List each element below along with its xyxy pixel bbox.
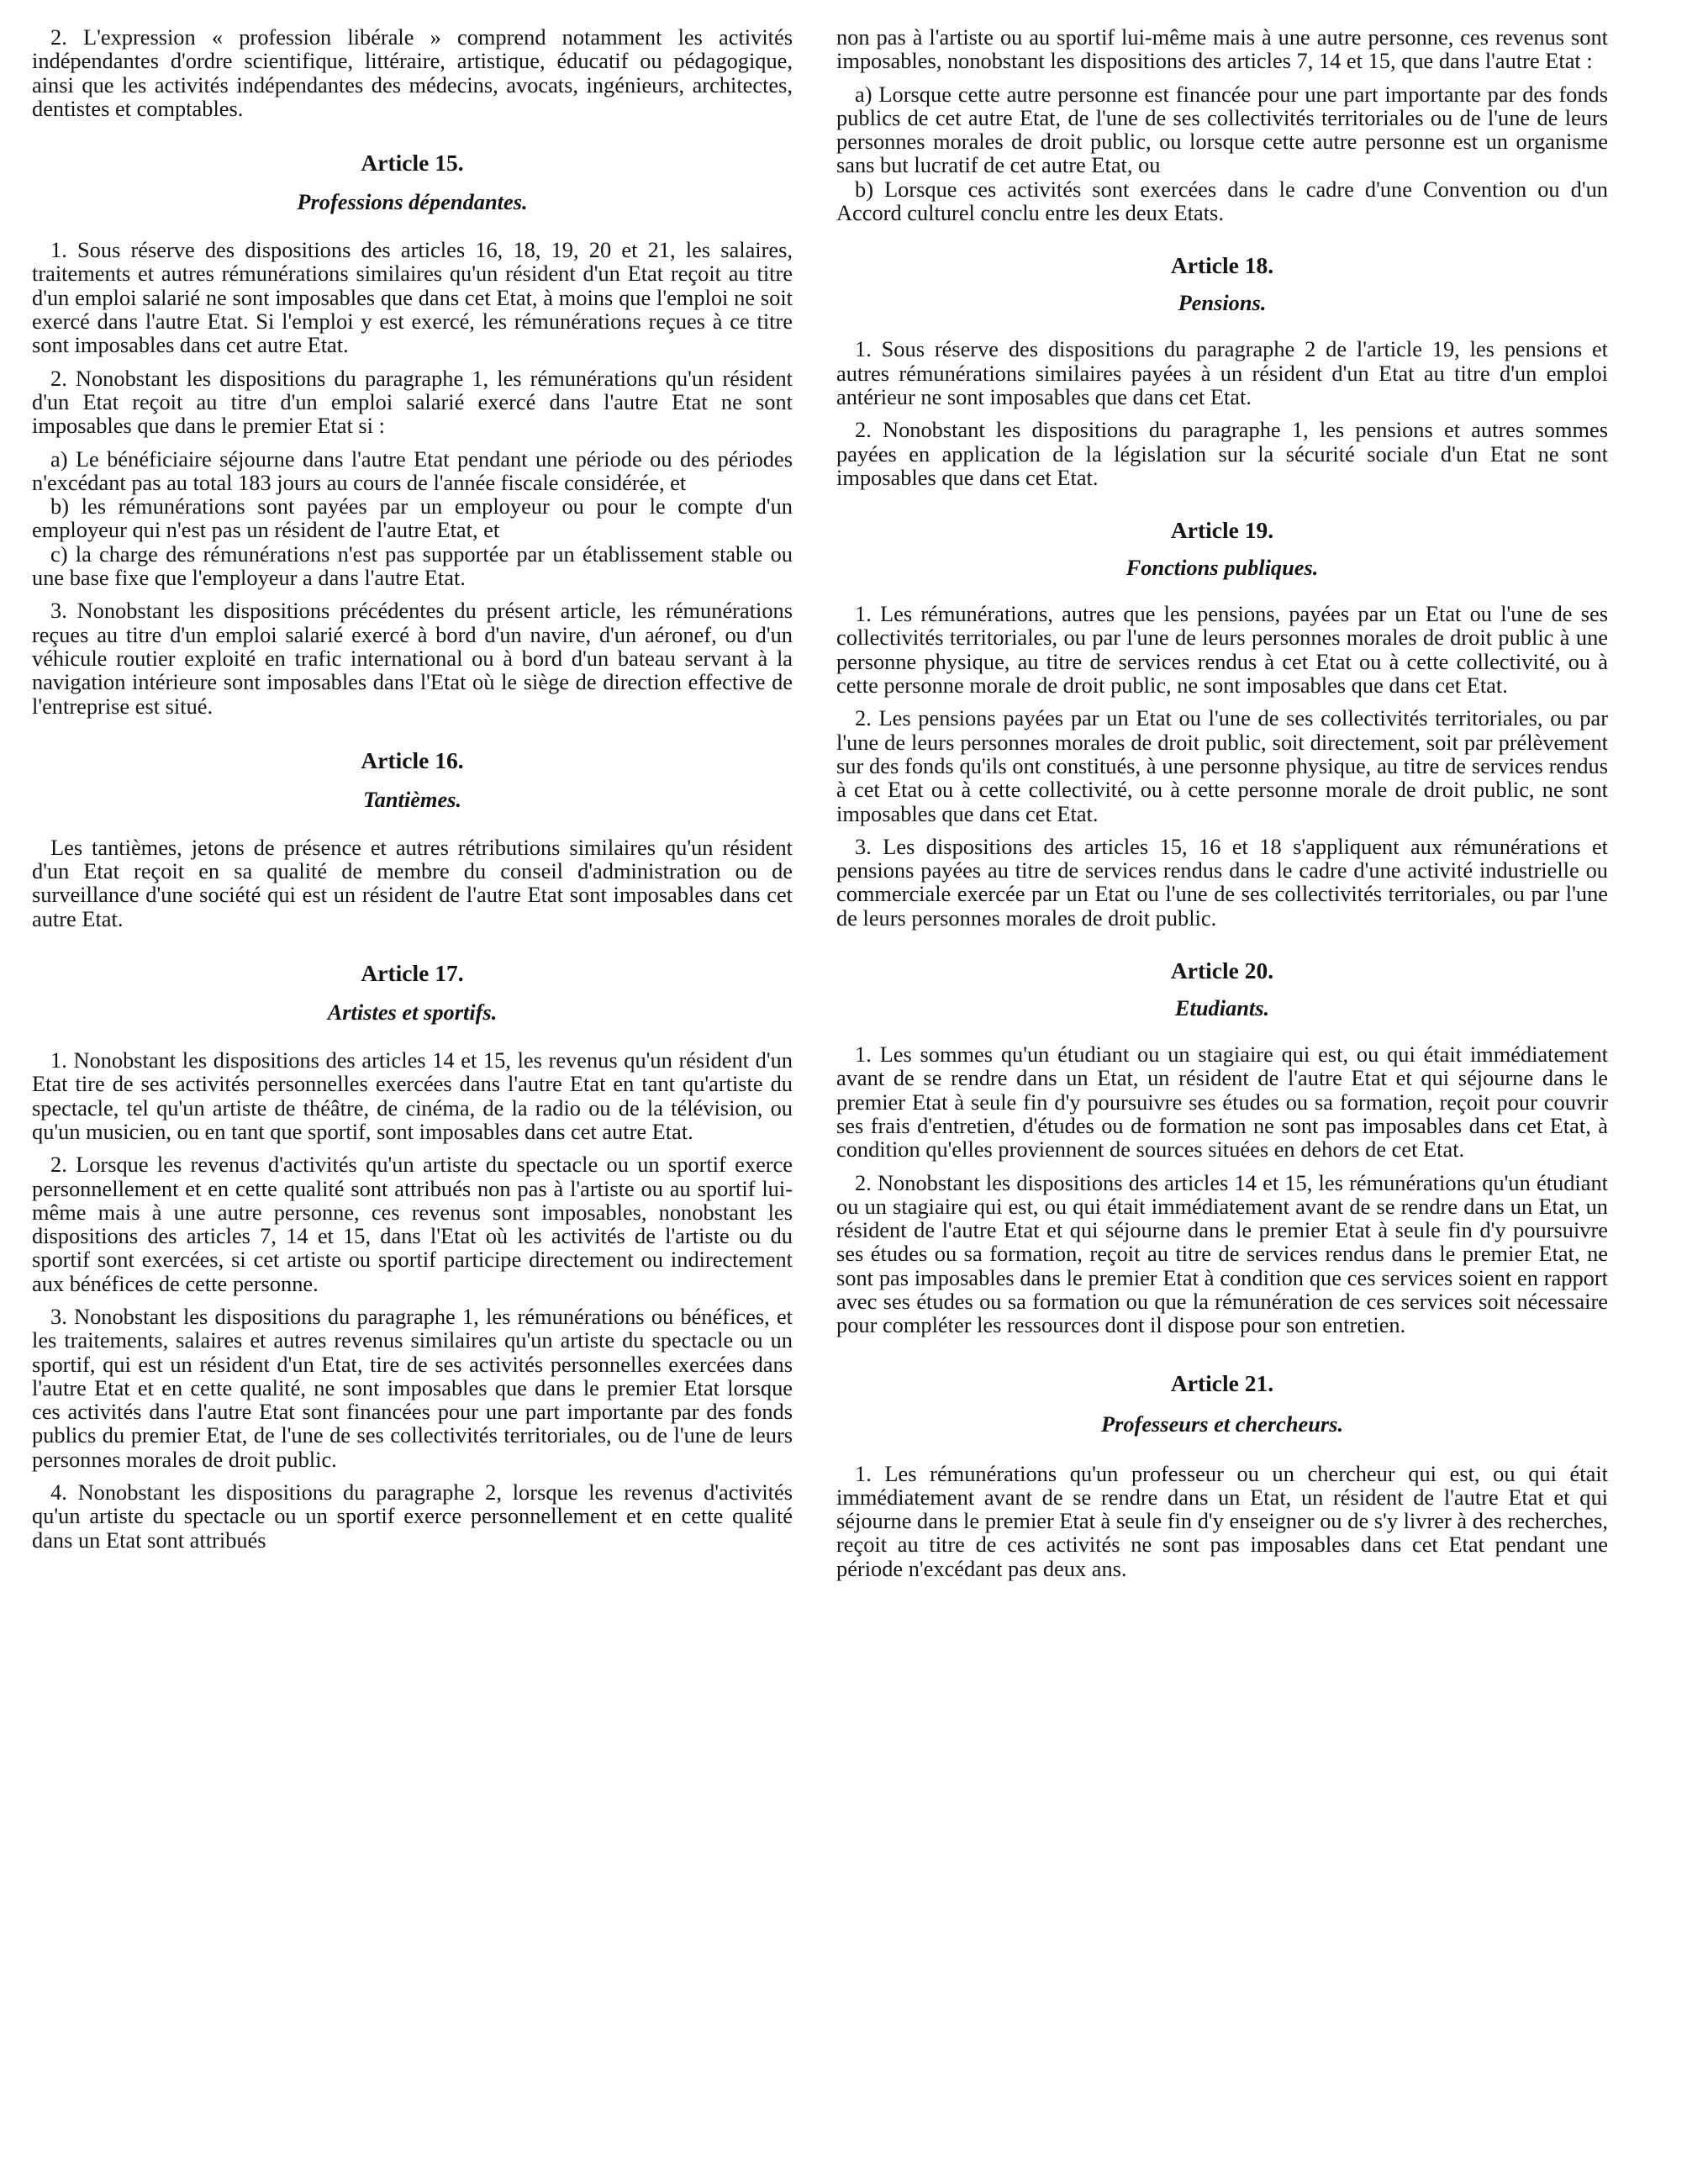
subheading-professeurs-et-chercheurs: Professeurs et chercheurs. (1100, 1411, 1344, 1437)
heading-article-20: Article 20. (1170, 957, 1274, 984)
heading-article-18: Article 18. (1170, 252, 1274, 279)
paragraph: 1. Sous réserve des dispositions des articles 16, 18, 19, 20 et 21, les salaires, traitements et autres rémunérations similaires qu'un résident d'un Etat reçoit au titre d'un emploi salarié ne sont imposables que dans cet Etat, à moins que l'emploi ne soit exercé dans l'autre Etat. Si l'emploi y est exercé, les rémunérations reçues à ce titre sont imposables dans cet autre Etat. (32, 237, 793, 358)
subheading-professions-dependantes: Professions dépendantes. (297, 189, 528, 215)
paragraph: 3. Nonobstant les dispositions du paragraphe 1, les rémunérations ou bénéfices, et les traitements, salaires et autres revenus similaires qu'un artiste du spectacle ou un sportif, qui est un résident d'un Etat, tire de ses activités personnelles exercées dans l'autre Etat et en cette qualité, ne sont imposables que dans le premier Etat lorsque ces activités dans l'autre Etat sont financées pour une part importante par des fonds publics du premier Etat, de l'une de ses collectivités territoriales, ou de l'une de leurs personnes morales de droit public. (32, 1303, 793, 1472)
paragraph: 3. Les dispositions des articles 15, 16 et 18 s'appliquent aux rémunérations et pensions payées au titre de services rendus dans le cadre d'une activité industrielle ou commerciale exercée par un Etat ou l'une de ses collectivités territoriales, ou par l'une de leurs personnes morales de droit public. (836, 833, 1608, 931)
heading-article-19: Article 19. (1170, 517, 1274, 544)
subheading-etudiants: Etudiants. (1174, 995, 1270, 1021)
paragraph: a) Le bénéficiaire séjourne dans l'autre Etat pendant une période ou des périodes n'excédant pas au total 183 jours au cours de l'année fiscale considérée, et (32, 446, 793, 495)
paragraph: non pas à l'artiste ou au sportif lui-même mais à une autre personne, ces revenus sont imposables, nonobstant les dispositions des articles 7, 14 et 15, que dans l'autre Etat : (836, 24, 1608, 74)
subheading-artistes-et-sportifs: Artistes et sportifs. (327, 999, 498, 1026)
paragraph: 2. Nonobstant les dispositions du paragraphe 1, les pensions et autres sommes payées en application de la législation sur la sécurité sociale d'un Etat ne sont imposables que dans cet Etat. (836, 417, 1608, 490)
subheading-pensions: Pensions. (1178, 290, 1267, 316)
paragraph: 1. Les rémunérations qu'un professeur ou un chercheur qui est, ou qui était immédiatement avant de se rendre dans un Etat, un résident de l'autre Etat et qui séjourne dans le premier Etat à seule fin d'y enseigner ou de s'y livrer à des recherches, reçoit au titre de ces activités ne sont pas imposables dans cet Etat pendant une période n'excédant pas deux ans. (836, 1460, 1608, 1581)
paragraph: 2. Nonobstant les dispositions des articles 14 et 15, les rémunérations qu'un étudiant ou un stagiaire qui est, ou qui était immédiatement avant de se rendre dans un Etat, un résident de l'autre Etat et qui séjourne dans le premier Etat à seule fin d'y poursuivre ses études ou sa formation, reçoit au titre de services rendus dans le premier Etat, ne sont pas imposables dans le premier Etat à condition que ces services soient en rapport avec ses études ou sa formation ou que la rémunération de ces services soit nécessaire pour compléter les ressources dont il dispose pour son entretien. (836, 1169, 1608, 1338)
paragraph: 1. Les sommes qu'un étudiant ou un stagiaire qui est, ou qui était immédiatement avant de se rendre dans un Etat, un résident de l'autre Etat et qui séjourne dans le premier Etat à seule fin d'y poursuivre ses études ou sa formation, reçoit pour couvrir ses frais d'entretien, d'études ou de formation ne sont pas imposables dans cet Etat, à condition qu'elles proviennent de sources situées en dehors de cet Etat. (836, 1042, 1608, 1163)
heading-article-15: Article 15. (361, 150, 464, 177)
paragraph: 3. Nonobstant les dispositions précédentes du présent article, les rémunérations reçues au titre d'un emploi salarié exercé à bord d'un navire, d'un aéronef, ou d'un véhicule routier exploité en trafic international ou à bord d'un bateau servant à la navigation intérieure sont imposables dans l'Etat où le siège de direction effective de l'entreprise est situé. (32, 598, 793, 719)
paragraph: c) la charge des rémunérations n'est pas supportée par un établissement stable ou une base fixe que l'employeur a dans l'autre Etat. (32, 541, 793, 591)
heading-article-21: Article 21. (1170, 1369, 1274, 1396)
paragraph: 2. Nonobstant les dispositions du paragraphe 1, les rémunérations qu'un résident d'un Etat reçoit au titre d'un emploi salarié exercé dans l'autre Etat ne sont imposables que dans le premier Etat si : (32, 365, 793, 439)
paragraph: Les tantièmes, jetons de présence et autres rétributions similaires qu'un résident d'un Etat reçoit en sa qualité de membre du conseil d'administration ou de surveillance d'une société qui est un résident de l'autre Etat sont imposables dans cet autre Etat. (32, 834, 793, 931)
paragraph: a) Lorsque cette autre personne est financée pour une part importante par des fonds publics de cet autre Etat, de l'une de ses collectivités territoriales ou de l'une de leurs personnes morales de droit public, ou lorsque cette autre personne est un organisme sans but lucratif de cet autre Etat, ou (836, 81, 1608, 178)
subheading-fonctions-publiques: Fonctions publiques. (1125, 555, 1319, 581)
paragraph: 2. Les pensions payées par un Etat ou l'une de ses collectivités territoriales, ou par l'une de leurs personnes morales de droit public, soit directement, soit par prélèvement sur des fonds qu'ils ont constitués, à une personne physique, au titre de services rendus à cet Etat ou à cette collectivité, ou à cette personne morale de droit public, ne sont imposables que dans cet Etat. (836, 705, 1608, 826)
subheading-tantiemes: Tantièmes. (362, 786, 462, 812)
paragraph: 1. Sous réserve des dispositions du paragraphe 2 de l'article 19, les pensions et autres rémunérations similaires payées à un résident d'un Etat au titre d'un emploi antérieur ne sont imposables que dans cet Etat. (836, 336, 1608, 409)
heading-article-16: Article 16. (361, 746, 464, 773)
heading-article-17: Article 17. (361, 960, 464, 987)
left-text-column (32, 25, 793, 1552)
paragraph: b) les rémunérations sont payées par un employeur ou pour le compte d'un employeur qui n'est pas un résident de l'autre Etat, et (32, 493, 793, 543)
paragraph: 4. Nonobstant les dispositions du paragraphe 2, lorsque les revenus d'activités qu'un artiste du spectacle ou un sportif exerce personnellement et en cette qualité dans un Etat sont attribués (32, 1479, 793, 1553)
paragraph: 1. Les rémunérations, autres que les pensions, payées par un Etat ou l'une de ses collectivités territoriales, ou par l'une de leurs personnes morales de droit public à une personne physique, au titre de services rendus à cet Etat ou à cette collectivité, ou à cette personne morale de droit public, ne sont imposables que dans cet Etat. (836, 601, 1608, 699)
paragraph: 1. Nonobstant les dispositions des articles 14 et 15, les revenus qu'un résident d'un Etat tire de ses activités personnelles exercées dans l'autre Etat en tant qu'artiste du spectacle, tel qu'un artiste de théâtre, de cinéma, de la radio ou de la télévision, ou qu'un musicien, ou en tant que sportif, sont imposables dans cet autre Etat. (32, 1047, 793, 1144)
paragraph: 2. L'expression « profession libérale » comprend notamment les activités indépendantes d'ordre scientifique, littéraire, artistique, éducatif ou pédagogique, ainsi que les activités indépendantes des médecins, avocats, ingénieurs, architectes, dentistes et comptables. (32, 24, 793, 121)
paragraph: b) Lorsque ces activités sont exercées dans le cadre d'une Convention ou d'un Accord culturel conclu entre les deux Etats. (836, 176, 1608, 226)
paragraph: 2. Lorsque les revenus d'activités qu'un artiste du spectacle ou un sportif exerce personnellement et en cette qualité sont attribués non pas à l'artiste ou au sportif lui-même mais à une autre personne, ces revenus sont imposables, nonobstant les dispositions des articles 7, 14 et 15, dans l'Etat où les activités de l'artiste ou du sportif sont exercées, si cet artiste ou sportif participe directement ou indirectement aux bénéfices de cette personne. (32, 1152, 793, 1296)
right-text-column (836, 25, 1608, 1580)
